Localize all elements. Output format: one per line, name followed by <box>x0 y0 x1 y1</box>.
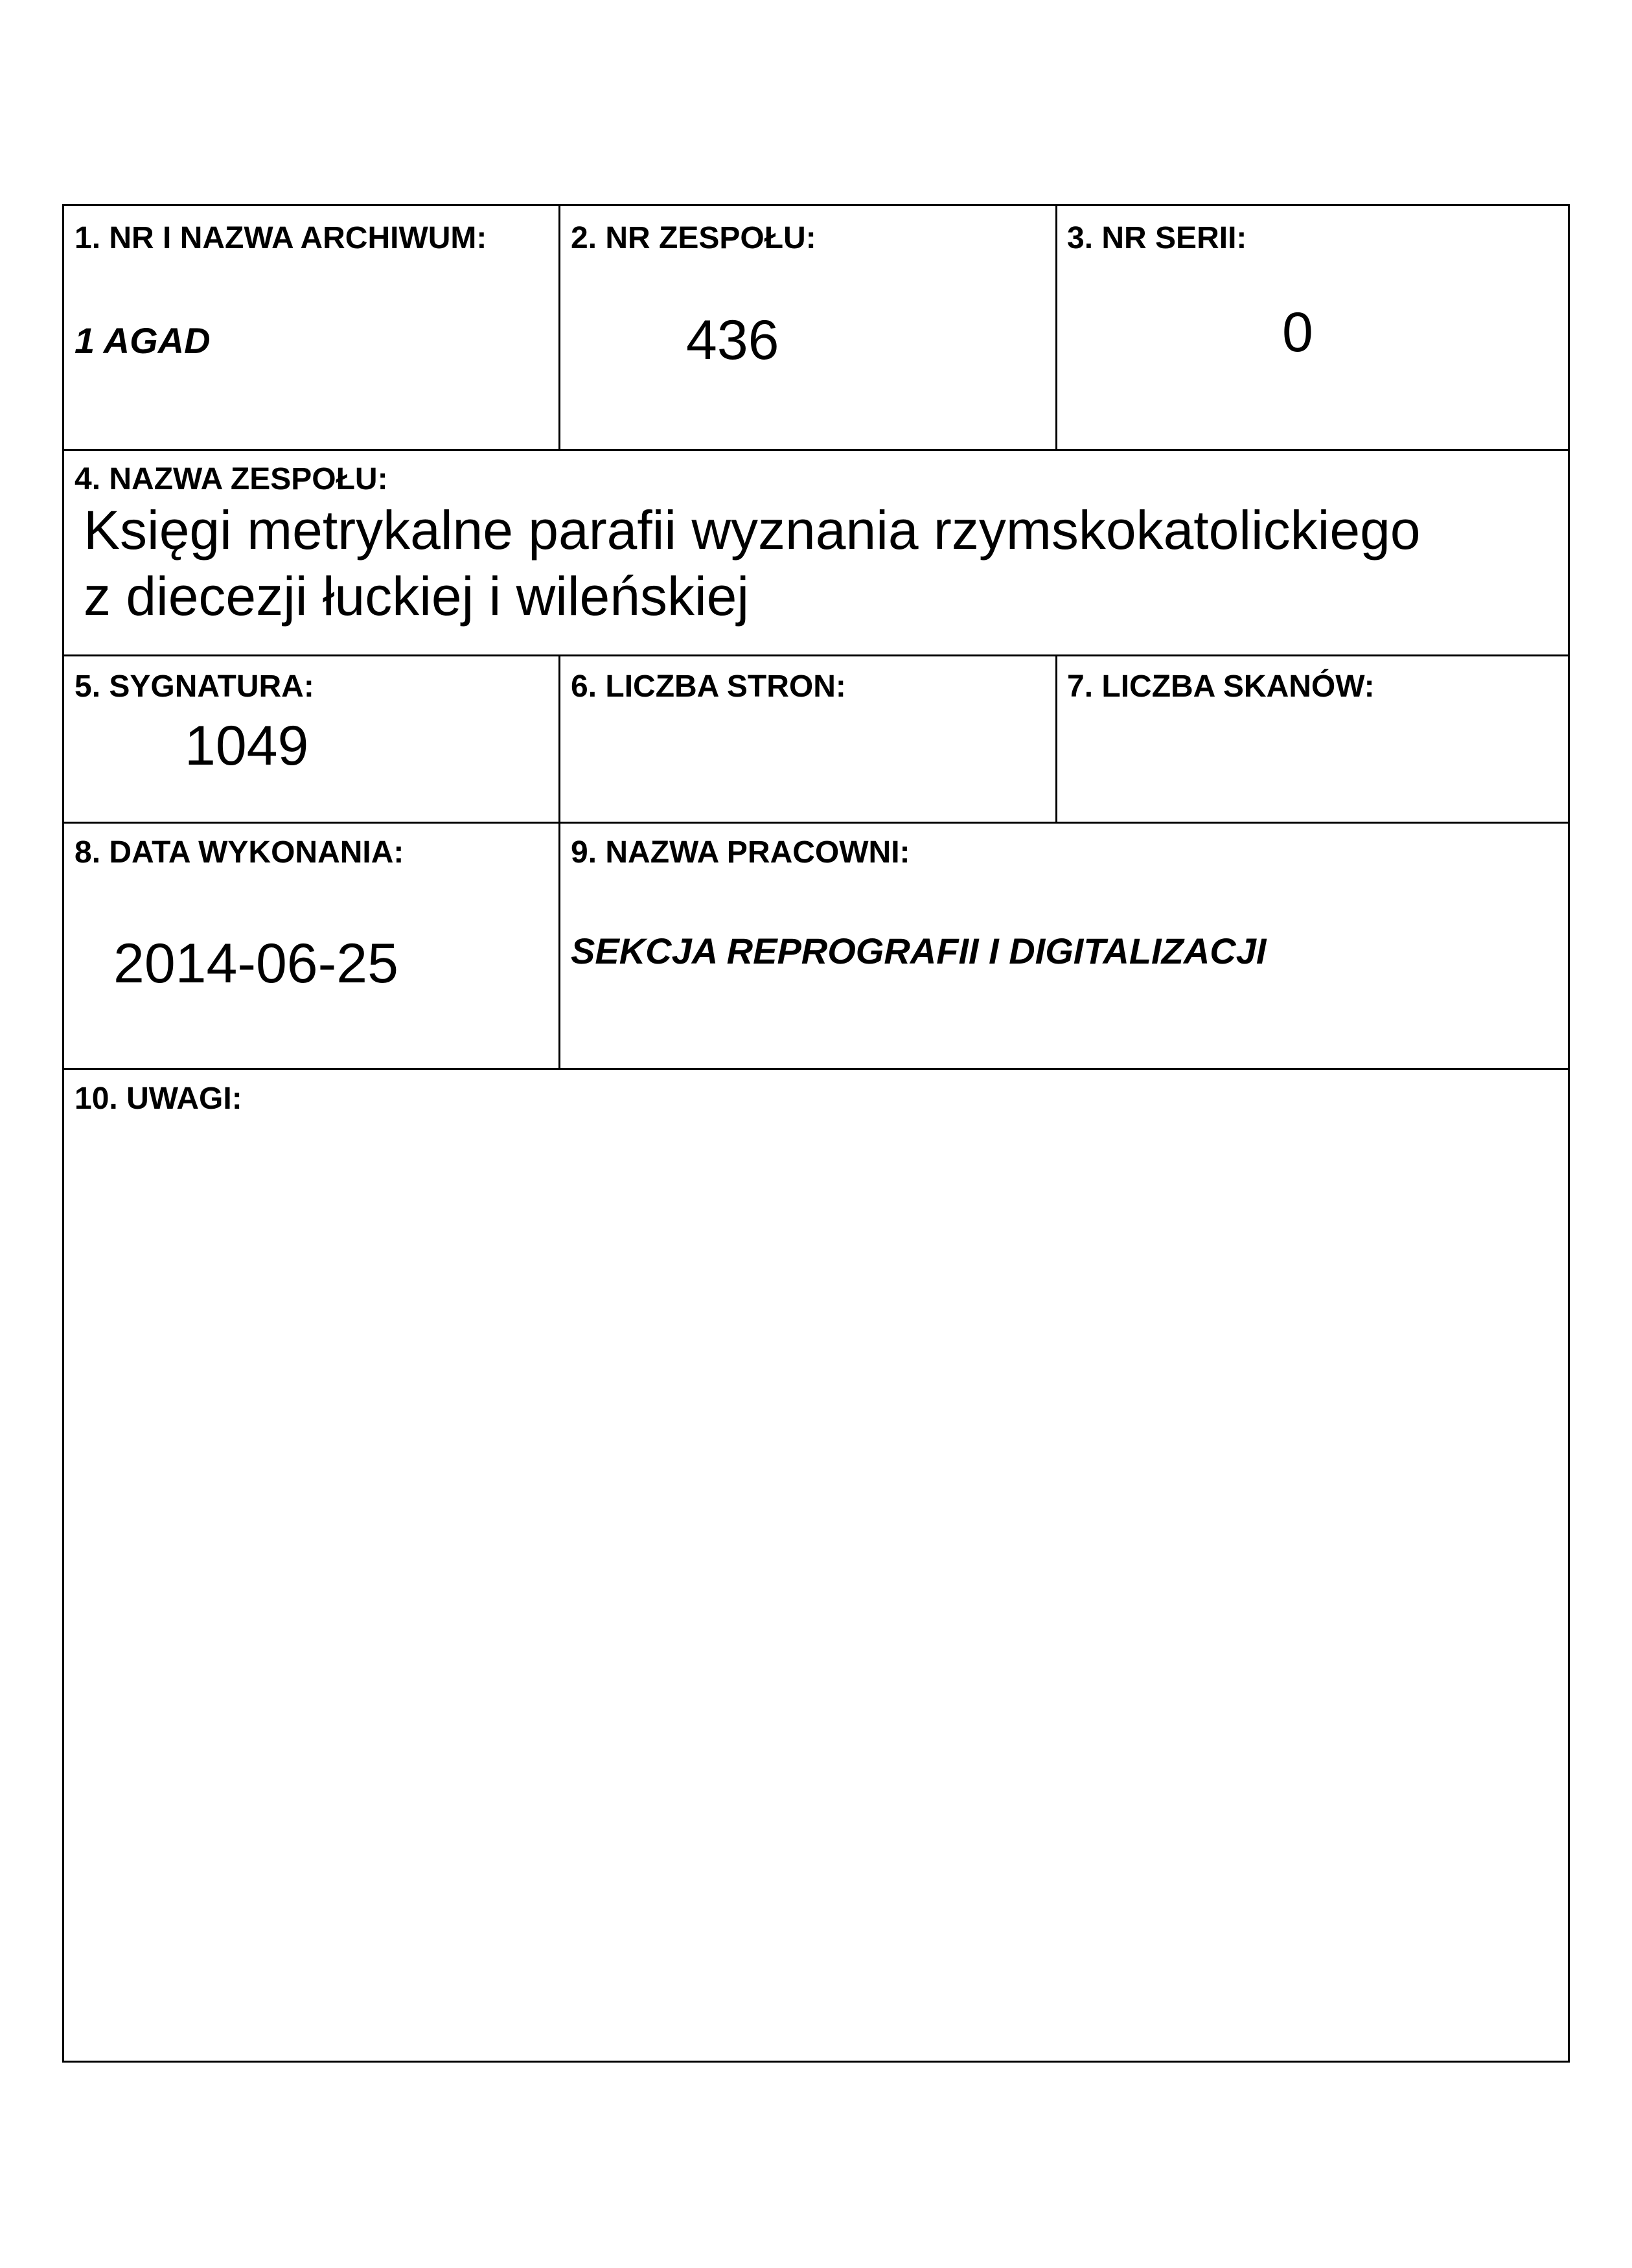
column-divider <box>558 822 560 1068</box>
fonds-name-line-2: z diecezji łuckiej i wileńskiej <box>84 566 750 627</box>
row-divider <box>64 822 1568 824</box>
date-value: 2014-06-25 <box>113 932 398 995</box>
fonds-number-label: 2. NR ZESPOŁU: <box>571 221 816 255</box>
date-label: 8. DATA WYKONANIA: <box>75 835 404 870</box>
fonds-name-line-1: Księgi metrykalne parafii wyznania rzymskokatolickiego <box>84 500 1421 561</box>
column-divider <box>558 206 560 449</box>
column-divider <box>1055 654 1057 822</box>
signature-label: 5. SYGNATURA: <box>75 669 314 704</box>
notes-label: 10. UWAGI: <box>75 1082 242 1116</box>
row-divider <box>64 449 1568 451</box>
archive-label: 1. NR I NAZWA ARCHIWUM: <box>75 221 487 255</box>
fonds-name-label: 4. NAZWA ZESPOŁU: <box>75 462 388 496</box>
series-number-value: 0 <box>1282 301 1313 364</box>
page-count-label: 6. LICZBA STRON: <box>571 669 846 704</box>
fonds-number-value: 436 <box>686 309 779 371</box>
series-number-label: 3. NR SERII: <box>1067 221 1247 255</box>
scan-count-label: 7. LICZBA SKANÓW: <box>1067 669 1375 704</box>
signature-value: 1049 <box>185 715 309 777</box>
column-divider <box>1055 206 1057 449</box>
archive-value: 1 AGAD <box>75 320 211 361</box>
row-divider <box>64 1068 1568 1070</box>
workshop-value: SEKCJA REPROGRAFII I DIGITALIZACJI <box>571 931 1267 971</box>
row-divider <box>64 654 1568 656</box>
archive-metadata-form <box>62 204 1570 2063</box>
column-divider <box>558 654 560 822</box>
workshop-label: 9. NAZWA PRACOWNI: <box>571 835 910 870</box>
